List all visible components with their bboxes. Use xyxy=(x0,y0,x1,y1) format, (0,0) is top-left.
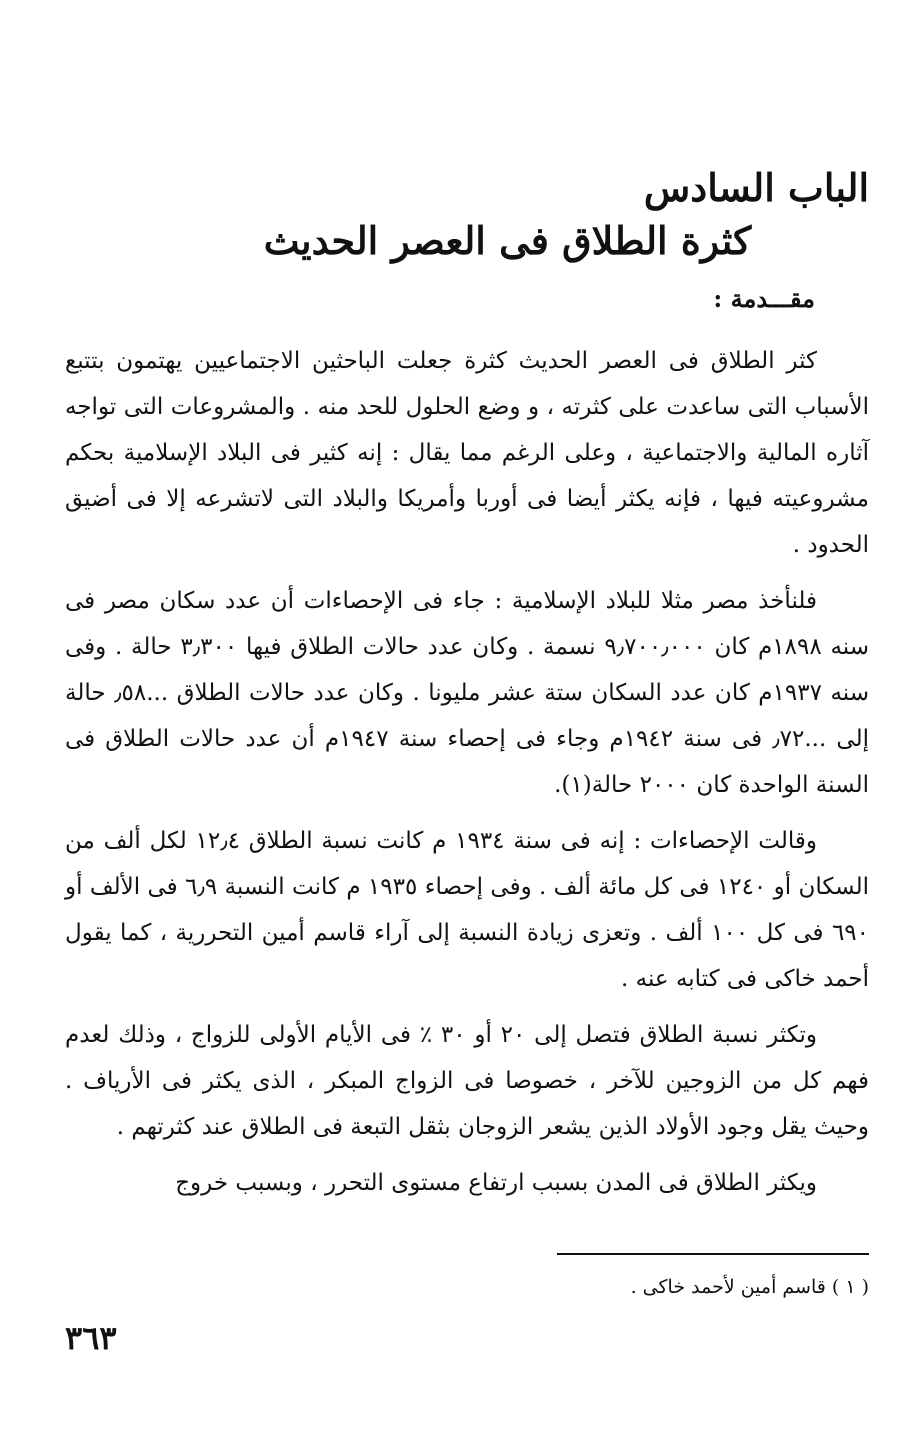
page-number: ٣٦٣ xyxy=(65,1319,117,1357)
intro-heading: مقـــدمة : xyxy=(713,284,815,313)
paragraph-egypt-statistics: فلنأخذ مصر مثلا للبلاد الإسلامية : جاء فى الإحصاءات أن عدد سكان مصر فى سنه ١٨٩٨م كان ٩٫٧٠٠٫٠٠٠ نسمة . وكان عدد حالات الطلاق فيها ٣٫٣٠٠ حالة . وفى سنه ١٩٣٧م كان عدد السكان ستة عشر مليونا . وكان عدد حالات الطلاق ...٫٥٨ حالة إلى ...٫٧٢ فى سنة ١٩٤٢م وجاء فى إحصاء سنة ١٩٤٧م أن عدد حالات الطلاق فى السنة الواحدة كان ٢٠٠٠ حالة(١). xyxy=(65,588,869,798)
chapter-subtitle: كثرة الطلاق فى العصر الحديث xyxy=(263,218,752,263)
chapter-title: الباب السادس xyxy=(643,165,869,210)
paragraph-statistics-ratio: وقالت الإحصاءات : إنه فى سنة ١٩٣٤ م كانت نسبة الطلاق ١٢٫٤ لكل ألف من السكان أو ١٢٤٠ فى كل مائة ألف . وفى إحصاء ١٩٣٥ م كانت النسبة ٦٫٩ فى الألف أو ٦٩٠ فى كل ١٠٠ ألف . وتعزى زيادة النسبة إلى آراء قاسم أمين التحررية ، كما يقول أحمد خاكى فى كتابه عنه . xyxy=(65,828,870,992)
body-text xyxy=(65,338,869,1216)
paragraph-intro: كثر الطلاق فى العصر الحديث كثرة جعلت الباحثين الاجتماعيين يهتمون بتتبع الأسباب التى ساعدت على كثرته ، و وضع الحلول للحد منه . والمشروعات التى تواجه آثاره المالية والاجتماعية ، وعلى الرغم مما يقال : إنه كثير فى البلاد الإسلامية بحكم مشروعيته فيها ، فإنه يكثر أيضا فى أوربا وأمريكا والبلاد التى لاتشرعه إلا فى أضيق الحدود . xyxy=(65,348,869,558)
paragraph-early-marriage: وتكثر نسبة الطلاق فتصل إلى ٢٠ أو ٣٠ ٪ فى الأيام الأولى للزواج ، وذلك لعدم فهم كل من الزوجين للآخر ، خصوصا فى الزواج المبكر ، الذى يكثر فى الأرياف . وحيث يقل وجود الأولاد الذين يشعر الزوجان بثقل التبعة فى الطلاق عند كثرتهم . xyxy=(65,1022,869,1140)
footnote-divider xyxy=(557,1253,869,1255)
footnote: ( ١ ) قاسم أمين لأحمد خاكى . xyxy=(630,1276,869,1298)
paragraph-cities: ويكثر الطلاق فى المدن بسبب ارتفاع مستوى التحرر ، وبسبب خروج xyxy=(175,1170,817,1196)
